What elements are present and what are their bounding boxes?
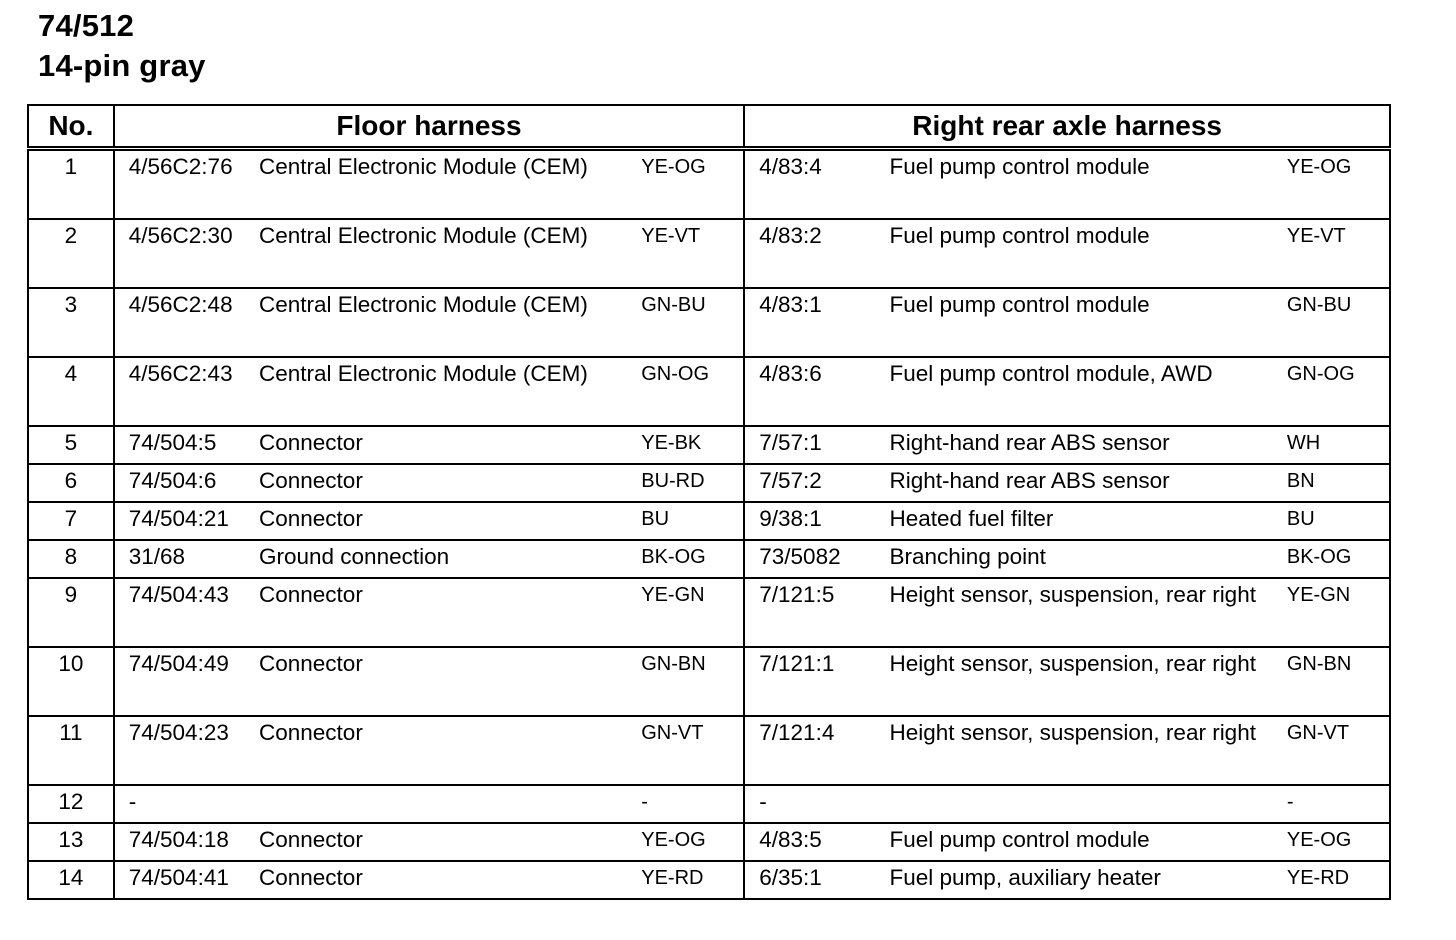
table-row <box>28 149 1390 220</box>
floor-harness-wire-color: GN-VT <box>625 716 744 785</box>
rear-harness-code: 4/83:4 <box>744 149 887 220</box>
rear-harness-description: Branching point <box>888 540 1271 578</box>
table-row <box>28 464 1390 502</box>
table-row <box>28 540 1390 578</box>
floor-harness-code: 4/56C2:30 <box>114 219 257 288</box>
table-row <box>28 288 1390 357</box>
table-row <box>28 219 1390 288</box>
rear-harness-description: Right-hand rear ABS sensor <box>888 464 1271 502</box>
floor-harness-wire-color: BK-OG <box>625 540 744 578</box>
floor-harness-wire-color: GN-BN <box>625 647 744 716</box>
rear-harness-code: 7/57:2 <box>744 464 887 502</box>
floor-harness-wire-color: YE-OG <box>625 823 744 861</box>
floor-harness-code: 74/504:5 <box>114 426 257 464</box>
pin-number: 2 <box>28 219 114 288</box>
rear-harness-code: 6/35:1 <box>744 861 887 899</box>
pin-number: 6 <box>28 464 114 502</box>
rear-harness-code: 4/83:6 <box>744 357 887 426</box>
rear-harness-wire-color: YE-GN <box>1271 578 1390 647</box>
floor-harness-wire-color: YE-RD <box>625 861 744 899</box>
rear-harness-code: 7/121:5 <box>744 578 887 647</box>
floor-harness-description: Connector <box>257 502 625 540</box>
rear-harness-wire-color: YE-VT <box>1271 219 1390 288</box>
floor-harness-code: 74/504:6 <box>114 464 257 502</box>
table-row <box>28 578 1390 647</box>
floor-harness-wire-color: YE-VT <box>625 219 744 288</box>
table-row <box>28 861 1390 899</box>
connector-description: 14-pin gray <box>38 48 206 83</box>
table-body <box>28 149 1390 900</box>
floor-harness-code: 74/504:21 <box>114 502 257 540</box>
floor-harness-code: 4/56C2:48 <box>114 288 257 357</box>
floor-harness-description: Central Electronic Module (CEM) <box>257 219 625 288</box>
floor-harness-wire-color: YE-BK <box>625 426 744 464</box>
floor-harness-wire-color: GN-BU <box>625 288 744 357</box>
rear-harness-description: Height sensor, suspension, rear right <box>888 716 1271 785</box>
floor-harness-description: Connector <box>257 716 625 785</box>
pin-table <box>27 104 1391 900</box>
floor-harness-description: Connector <box>257 647 625 716</box>
table-row <box>28 426 1390 464</box>
rear-harness-code: - <box>744 785 887 823</box>
floor-harness-code: 74/504:43 <box>114 578 257 647</box>
rear-harness-description: Fuel pump control module <box>888 823 1271 861</box>
floor-harness-description: Central Electronic Module (CEM) <box>257 357 625 426</box>
table-row <box>28 785 1390 823</box>
rear-harness-description: Height sensor, suspension, rear right <box>888 647 1271 716</box>
floor-harness-wire-color: - <box>625 785 744 823</box>
floor-harness-description: Connector <box>257 861 625 899</box>
rear-harness-description: Fuel pump control module <box>888 219 1271 288</box>
floor-harness-description: Central Electronic Module (CEM) <box>257 149 625 220</box>
rear-harness-wire-color: YE-RD <box>1271 861 1390 899</box>
rear-harness-description: Heated fuel filter <box>888 502 1271 540</box>
floor-harness-description: Connector <box>257 823 625 861</box>
table-row <box>28 716 1390 785</box>
pin-number: 5 <box>28 426 114 464</box>
floor-harness-code: - <box>114 785 257 823</box>
rear-harness-description: Fuel pump control module <box>888 288 1271 357</box>
pin-number: 3 <box>28 288 114 357</box>
table-row <box>28 357 1390 426</box>
rear-harness-wire-color: WH <box>1271 426 1390 464</box>
rear-harness-wire-color: GN-OG <box>1271 357 1390 426</box>
rear-harness-code: 7/121:4 <box>744 716 887 785</box>
floor-harness-description <box>257 785 625 823</box>
floor-harness-description: Connector <box>257 426 625 464</box>
rear-harness-code: 7/57:1 <box>744 426 887 464</box>
pin-number: 11 <box>28 716 114 785</box>
floor-harness-code: 74/504:49 <box>114 647 257 716</box>
table-row <box>28 502 1390 540</box>
rear-harness-wire-color: BU <box>1271 502 1390 540</box>
floor-harness-code: 4/56C2:76 <box>114 149 257 220</box>
rear-harness-code: 4/83:5 <box>744 823 887 861</box>
floor-harness-description: Ground connection <box>257 540 625 578</box>
rear-harness-code: 73/5082 <box>744 540 887 578</box>
floor-harness-wire-color: YE-GN <box>625 578 744 647</box>
table-row <box>28 823 1390 861</box>
rear-harness-wire-color: GN-VT <box>1271 716 1390 785</box>
page-title <box>38 6 206 86</box>
rear-harness-wire-color: YE-OG <box>1271 149 1390 220</box>
rear-harness-wire-color: BN <box>1271 464 1390 502</box>
floor-harness-code: 74/504:18 <box>114 823 257 861</box>
floor-harness-wire-color: BU-RD <box>625 464 744 502</box>
floor-harness-description: Connector <box>257 578 625 647</box>
rear-harness-description: Height sensor, suspension, rear right <box>888 578 1271 647</box>
header-floor-harness: Floor harness <box>114 105 745 149</box>
header-no: No. <box>28 105 114 149</box>
rear-harness-description: Fuel pump, auxiliary heater <box>888 861 1271 899</box>
floor-harness-description: Central Electronic Module (CEM) <box>257 288 625 357</box>
pin-number: 14 <box>28 861 114 899</box>
pin-number: 10 <box>28 647 114 716</box>
header-rear-axle-harness: Right rear axle harness <box>744 105 1390 149</box>
pin-number: 4 <box>28 357 114 426</box>
rear-harness-wire-color: - <box>1271 785 1390 823</box>
rear-harness-description <box>888 785 1271 823</box>
rear-harness-code: 9/38:1 <box>744 502 887 540</box>
connector-id: 74/512 <box>38 8 135 43</box>
pin-number: 1 <box>28 149 114 220</box>
pin-number: 9 <box>28 578 114 647</box>
table-header-row <box>28 105 1390 149</box>
rear-harness-wire-color: BK-OG <box>1271 540 1390 578</box>
rear-harness-description: Fuel pump control module, AWD <box>888 357 1271 426</box>
pin-number: 8 <box>28 540 114 578</box>
floor-harness-wire-color: GN-OG <box>625 357 744 426</box>
rear-harness-description: Right-hand rear ABS sensor <box>888 426 1271 464</box>
rear-harness-wire-color: GN-BN <box>1271 647 1390 716</box>
floor-harness-code: 74/504:23 <box>114 716 257 785</box>
pin-number: 12 <box>28 785 114 823</box>
rear-harness-wire-color: YE-OG <box>1271 823 1390 861</box>
rear-harness-code: 4/83:2 <box>744 219 887 288</box>
rear-harness-code: 4/83:1 <box>744 288 887 357</box>
floor-harness-wire-color: BU <box>625 502 744 540</box>
table-row <box>28 647 1390 716</box>
pin-number: 13 <box>28 823 114 861</box>
rear-harness-wire-color: GN-BU <box>1271 288 1390 357</box>
floor-harness-description: Connector <box>257 464 625 502</box>
rear-harness-description: Fuel pump control module <box>888 149 1271 220</box>
pin-number: 7 <box>28 502 114 540</box>
floor-harness-code: 4/56C2:43 <box>114 357 257 426</box>
floor-harness-code: 74/504:41 <box>114 861 257 899</box>
rear-harness-code: 7/121:1 <box>744 647 887 716</box>
floor-harness-code: 31/68 <box>114 540 257 578</box>
floor-harness-wire-color: YE-OG <box>625 149 744 220</box>
